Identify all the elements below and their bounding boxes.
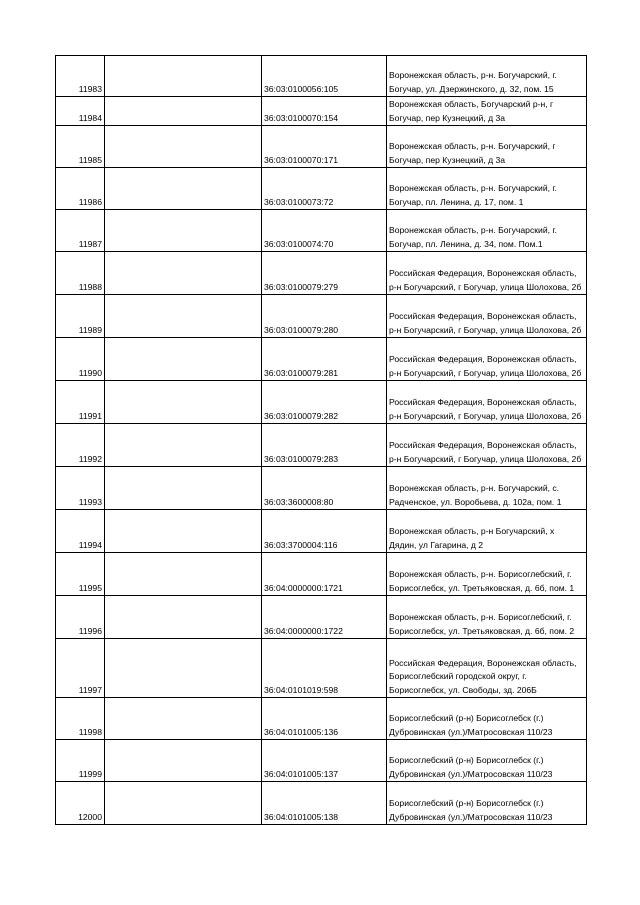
row-number-cell: 11994 (56, 510, 105, 553)
address-cell: Российская Федерация, Воронежская область, р-н Богучарский, г Богучар, улица Шолохова, 2б (387, 424, 587, 467)
table-row (56, 596, 587, 639)
row-number-cell: 11997 (56, 639, 105, 698)
row-number-cell: 11984 (56, 97, 105, 126)
cadastral-number-cell: 36:03:0100073:72 (262, 168, 387, 210)
table-row (56, 510, 587, 553)
cadastral-number-cell: 36:04:0101005:137 (262, 740, 387, 782)
address-cell: Воронежская область, р-н. Богучарский, г Богучар, пер Кузнецкий, д 3а (387, 126, 587, 168)
object-name-cell (105, 97, 262, 126)
table-row (56, 740, 587, 782)
address-cell: Российская Федерация, Воронежская область, р-н Богучарский, г Богучар, улица Шолохова, 2б (387, 252, 587, 295)
object-name-cell (105, 338, 262, 381)
object-name-cell (105, 424, 262, 467)
address-cell: Воронежская область, р-н. Богучарский, г. Богучар, пл. Ленина, д. 34, пом. Пом.1 (387, 210, 587, 252)
object-name-cell (105, 782, 262, 825)
row-number-cell: 11998 (56, 698, 105, 740)
table-row (56, 210, 587, 252)
row-number-cell: 11985 (56, 126, 105, 168)
table-row (56, 782, 587, 825)
row-number-cell: 11990 (56, 338, 105, 381)
address-cell: Российская Федерация, Воронежская область, р-н Богучарский, г Богучар, улица Шолохова, 2б (387, 381, 587, 424)
address-cell: Российская Федерация, Воронежская область, Борисоглебский городской округ, г. Борисоглебск, ул. Свободы, зд. 206Б (387, 639, 587, 698)
cadastral-number-cell: 36:04:0101019:598 (262, 639, 387, 698)
address-cell: Воронежская область, р-н. Богучарский, с. Радченское, ул. Воробьева, д. 102а, пом. 1 (387, 467, 587, 510)
table-row (56, 97, 587, 126)
object-name-cell (105, 467, 262, 510)
object-name-cell (105, 740, 262, 782)
address-cell: Воронежская область, р-н. Богучарский, г. Богучар, ул. Дзержинского, д. 32, пом. 15 (387, 56, 587, 97)
table-row (56, 56, 587, 97)
address-cell: Воронежская область, Богучарский р-н, г Богучар, пер Кузнецкий, д 3а (387, 97, 587, 126)
registry-table-body (56, 56, 587, 825)
cadastral-number-cell: 36:04:0101005:136 (262, 698, 387, 740)
row-number-cell: 11993 (56, 467, 105, 510)
row-number-cell: 11983 (56, 56, 105, 97)
table-row (56, 252, 587, 295)
cadastral-number-cell: 36:03:0100079:279 (262, 252, 387, 295)
row-number-cell: 12000 (56, 782, 105, 825)
object-name-cell (105, 126, 262, 168)
row-number-cell: 11989 (56, 295, 105, 338)
object-name-cell (105, 210, 262, 252)
cadastral-number-cell: 36:03:0100079:282 (262, 381, 387, 424)
table-row (56, 553, 587, 596)
row-number-cell: 11999 (56, 740, 105, 782)
table-row (56, 467, 587, 510)
object-name-cell (105, 168, 262, 210)
row-number-cell: 11991 (56, 381, 105, 424)
object-name-cell (105, 252, 262, 295)
address-cell: Российская Федерация, Воронежская область, р-н Богучарский, г Богучар, улица Шолохова, 2б (387, 338, 587, 381)
cadastral-number-cell: 36:03:3600008:80 (262, 467, 387, 510)
address-cell: Российская Федерация, Воронежская область, р-н Богучарский, г Богучар, улица Шолохова, 2б (387, 295, 587, 338)
address-cell: Борисоглебский (р-н) Борисоглебск (г.) Дубровинская (ул.)/Матросовская 110/23 (387, 698, 587, 740)
cadastral-number-cell: 36:03:0100056:105 (262, 56, 387, 97)
row-number-cell: 11996 (56, 596, 105, 639)
table-row (56, 126, 587, 168)
object-name-cell (105, 596, 262, 639)
registry-table (55, 55, 587, 825)
object-name-cell (105, 295, 262, 338)
table-row (56, 168, 587, 210)
address-cell: Борисоглебский (р-н) Борисоглебск (г.) Дубровинская (ул.)/Матросовская 110/23 (387, 740, 587, 782)
cadastral-number-cell: 36:04:0000000:1721 (262, 553, 387, 596)
cadastral-number-cell: 36:04:0101005:138 (262, 782, 387, 825)
table-row (56, 698, 587, 740)
object-name-cell (105, 553, 262, 596)
address-cell: Воронежская область, р-н. Борисоглебский, г. Борисоглебск, ул. Третьяковская, д. 6б, пом. 2 (387, 596, 587, 639)
table-row (56, 424, 587, 467)
table-row (56, 295, 587, 338)
row-number-cell: 11988 (56, 252, 105, 295)
cadastral-number-cell: 36:04:0000000:1722 (262, 596, 387, 639)
cadastral-number-cell: 36:03:0100079:281 (262, 338, 387, 381)
row-number-cell: 11987 (56, 210, 105, 252)
table-row (56, 338, 587, 381)
object-name-cell (105, 639, 262, 698)
table-row (56, 381, 587, 424)
cadastral-number-cell: 36:03:0100070:171 (262, 126, 387, 168)
cadastral-number-cell: 36:03:3700004:116 (262, 510, 387, 553)
cadastral-number-cell: 36:03:0100079:283 (262, 424, 387, 467)
table-row (56, 639, 587, 698)
address-cell: Воронежская область, р-н Богучарский, х Дядин, ул Гагарина, д 2 (387, 510, 587, 553)
object-name-cell (105, 510, 262, 553)
address-cell: Борисоглебский (р-н) Борисоглебск (г.) Дубровинская (ул.)/Матросовская 110/23 (387, 782, 587, 825)
address-cell: Воронежская область, р-н. Борисоглебский, г. Борисоглебск, ул. Третьяковская, д. 6б, пом. 1 (387, 553, 587, 596)
object-name-cell (105, 56, 262, 97)
address-cell: Воронежская область, р-н. Богучарский, г. Богучар, пл. Ленина, д. 17, пом. 1 (387, 168, 587, 210)
row-number-cell: 11992 (56, 424, 105, 467)
cadastral-number-cell: 36:03:0100079:280 (262, 295, 387, 338)
object-name-cell (105, 698, 262, 740)
row-number-cell: 11995 (56, 553, 105, 596)
cadastral-number-cell: 36:03:0100070:154 (262, 97, 387, 126)
object-name-cell (105, 381, 262, 424)
row-number-cell: 11986 (56, 168, 105, 210)
cadastral-number-cell: 36:03:0100074:70 (262, 210, 387, 252)
